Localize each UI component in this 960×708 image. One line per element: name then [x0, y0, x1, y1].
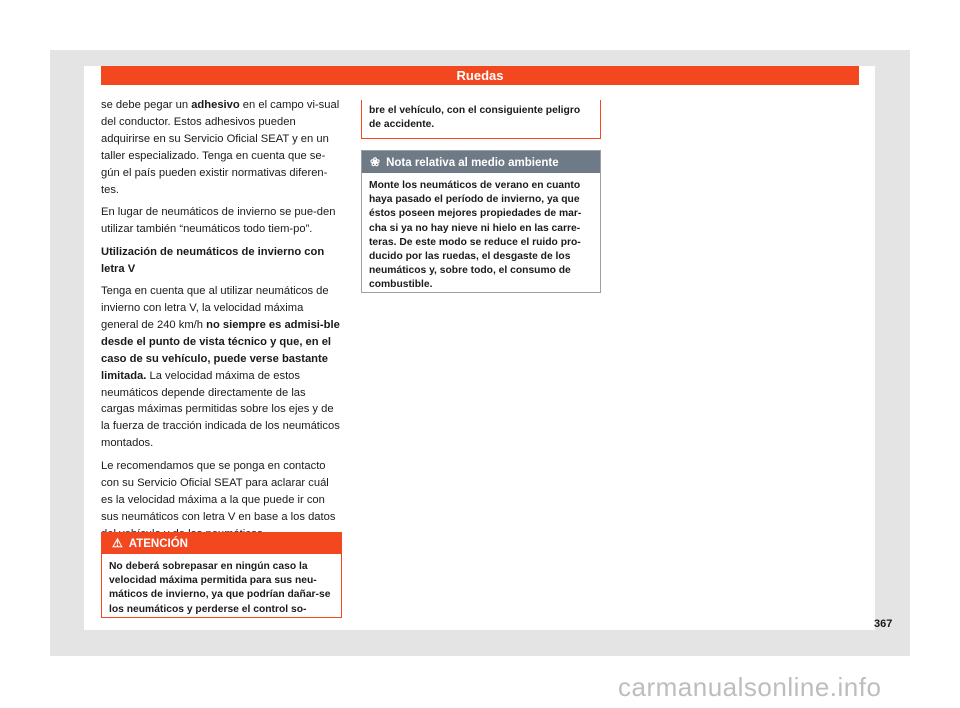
- warning-continuation: bre el vehículo, con el consiguiente peligro de accidente.: [361, 100, 601, 139]
- paragraph-adhesive: [101, 97, 342, 198]
- left-column: [101, 97, 342, 549]
- warning-header: [102, 533, 341, 554]
- bold-text: no siempre es admisi-ble desde el punto de vista técnico y que, en el caso de su vehículo, puede verse bastante limitada.: [101, 318, 340, 382]
- section-header: [101, 66, 859, 85]
- environment-note-header: [362, 151, 600, 173]
- bold-text: adhesivo: [191, 99, 240, 111]
- paragraph-all-season: En lugar de neumáticos de invierno se pue-den utilizar también “neumáticos todo tiem-po”.: [101, 206, 336, 236]
- section-title: Ruedas: [456, 68, 504, 83]
- page-number: 367: [874, 618, 893, 630]
- flower-icon: ❀: [370, 155, 381, 169]
- watermark: carmanualsonline.info: [618, 672, 882, 702]
- text: La velocidad máxima de estos neumáticos depende directamente de las cargas máximas permitidas sobre los ejes y de la fuerza de tracción indicada de los neumáticos montados.: [101, 369, 340, 450]
- warning-triangle-icon: ⚠: [112, 536, 123, 550]
- environment-note-box: [361, 150, 601, 293]
- environment-note-title: Nota relativa al medio ambiente: [386, 157, 559, 169]
- text: Tenga en cuenta que al utilizar neumáticos de invierno con letra V, la velocidad máxima general de 240 km/h: [101, 285, 329, 331]
- environment-note-body: Monte los neumáticos de verano en cuanto haya pasado el período de invierno, ya que éstos poseen mejores propiedades de mar-cha si ya no hay nieve ni hielo en las carre-teras. De este modo se reduce el ruido pro-ducido por las ruedas, el desgaste de los neumáticos y, sobre todo, el consumo de combustible.: [369, 180, 582, 291]
- subheading-v-tires: Utilización de neumáticos de invierno con letra V: [101, 246, 325, 276]
- paragraph-v-speed: [101, 283, 342, 452]
- text: se debe pegar un: [101, 99, 192, 111]
- warning-box: [101, 532, 342, 618]
- paragraph-contact: Le recomendamos que se ponga en contacto con su Servicio Oficial SEAT para aclarar cuál es la velocidad máxima a la que puede ir con sus neumáticos con letra V en base a los datos: [101, 460, 336, 523]
- text: en el campo vi-sual del conductor. Estos adhesivos pueden adquirirse en su Servicio Oficial SEAT y en un taller especializado. Tenga en cuenta que se-gún el país pueden existir normativas diferen-tes.: [101, 99, 340, 196]
- warning-title: ATENCIÓN: [128, 538, 188, 550]
- warning-body: No deberá sobrepasar en ningún caso la velocidad máxima permitida para sus neu-máticos de invierno, ya que podrían dañar-se los neumáticos y perderse el control so-: [109, 561, 331, 615]
